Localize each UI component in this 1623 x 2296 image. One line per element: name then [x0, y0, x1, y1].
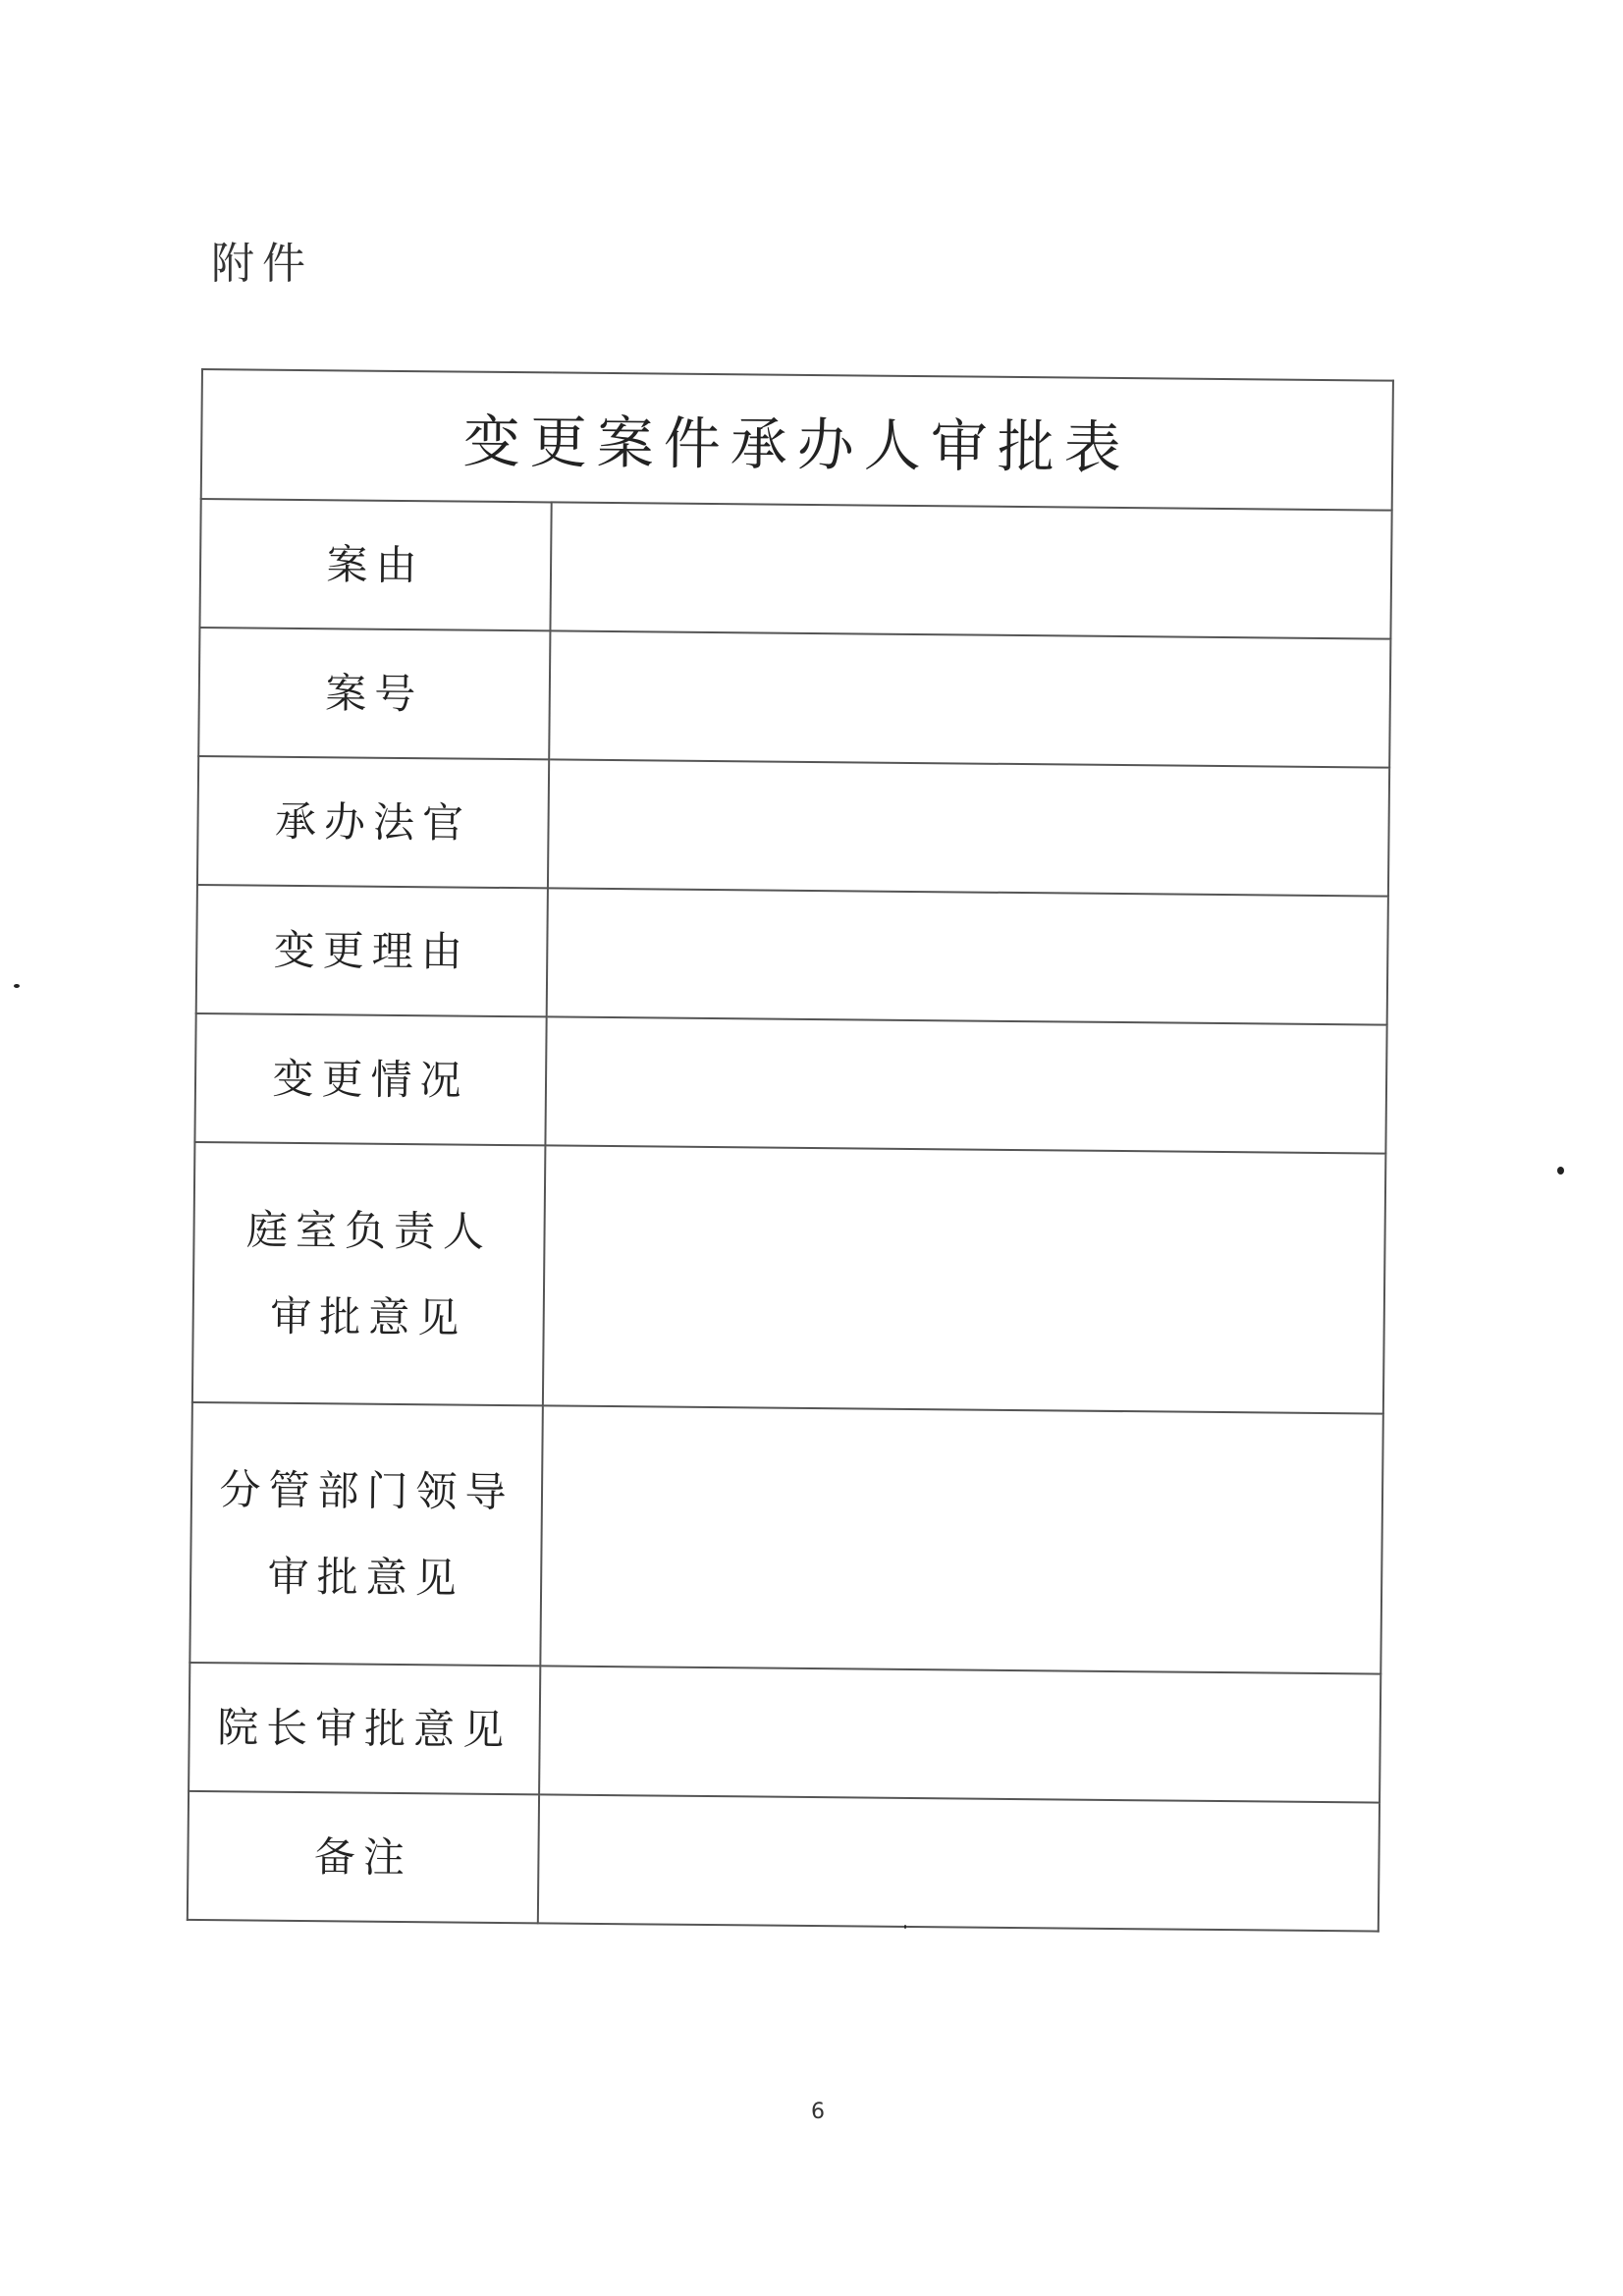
form-title: 变更案件承办人审批表: [201, 369, 1393, 511]
scan-speck: [14, 984, 20, 988]
label-change-status: 变更情况: [194, 1013, 546, 1145]
label-president-opinion: 院长审批意见: [189, 1663, 540, 1794]
label-line: 审批意见: [267, 1552, 464, 1603]
label-remarks: 备注: [188, 1791, 539, 1923]
label-line: 分管部门领导: [219, 1464, 514, 1516]
label-case-cause: 案由: [199, 499, 551, 630]
label-case-number: 案号: [198, 628, 550, 759]
value-supervising-leader-opinion[interactable]: [540, 1405, 1383, 1673]
form-row-supervising-leader-opinion: [189, 1402, 1382, 1674]
label-supervising-leader-opinion: [189, 1402, 543, 1666]
form-row-change-reason: [196, 885, 1388, 1025]
label-presiding-judge: 承办法官: [197, 756, 549, 888]
form-row-president-opinion: [189, 1663, 1380, 1803]
form-row-case-cause: [199, 499, 1391, 639]
label-division-head-opinion: [192, 1142, 546, 1405]
label-line: 审批意见: [269, 1291, 467, 1342]
attachment-label: 附件: [211, 239, 313, 289]
form-row-presiding-judge: [197, 756, 1389, 897]
value-president-opinion[interactable]: [539, 1666, 1380, 1802]
value-division-head-opinion[interactable]: [543, 1145, 1386, 1413]
value-case-number[interactable]: [549, 630, 1390, 767]
form-row-change-status: [194, 1013, 1386, 1154]
label-line: 庭室负责人: [245, 1204, 493, 1256]
approval-form-table: [187, 368, 1394, 1933]
scan-speck: [1557, 1167, 1564, 1175]
value-change-reason[interactable]: [547, 888, 1388, 1024]
form-row-remarks: [188, 1791, 1380, 1932]
value-remarks[interactable]: [538, 1794, 1380, 1931]
form-row-division-head-opinion: [192, 1142, 1385, 1414]
value-presiding-judge[interactable]: [548, 759, 1389, 896]
form-title-row: [201, 369, 1393, 511]
label-change-reason: 变更理由: [196, 885, 548, 1016]
form-row-case-number: [198, 628, 1390, 768]
value-change-status[interactable]: [545, 1016, 1386, 1153]
scan-speck: [904, 1925, 906, 1929]
value-case-cause[interactable]: [550, 502, 1391, 638]
page-number: 6: [811, 2100, 825, 2124]
